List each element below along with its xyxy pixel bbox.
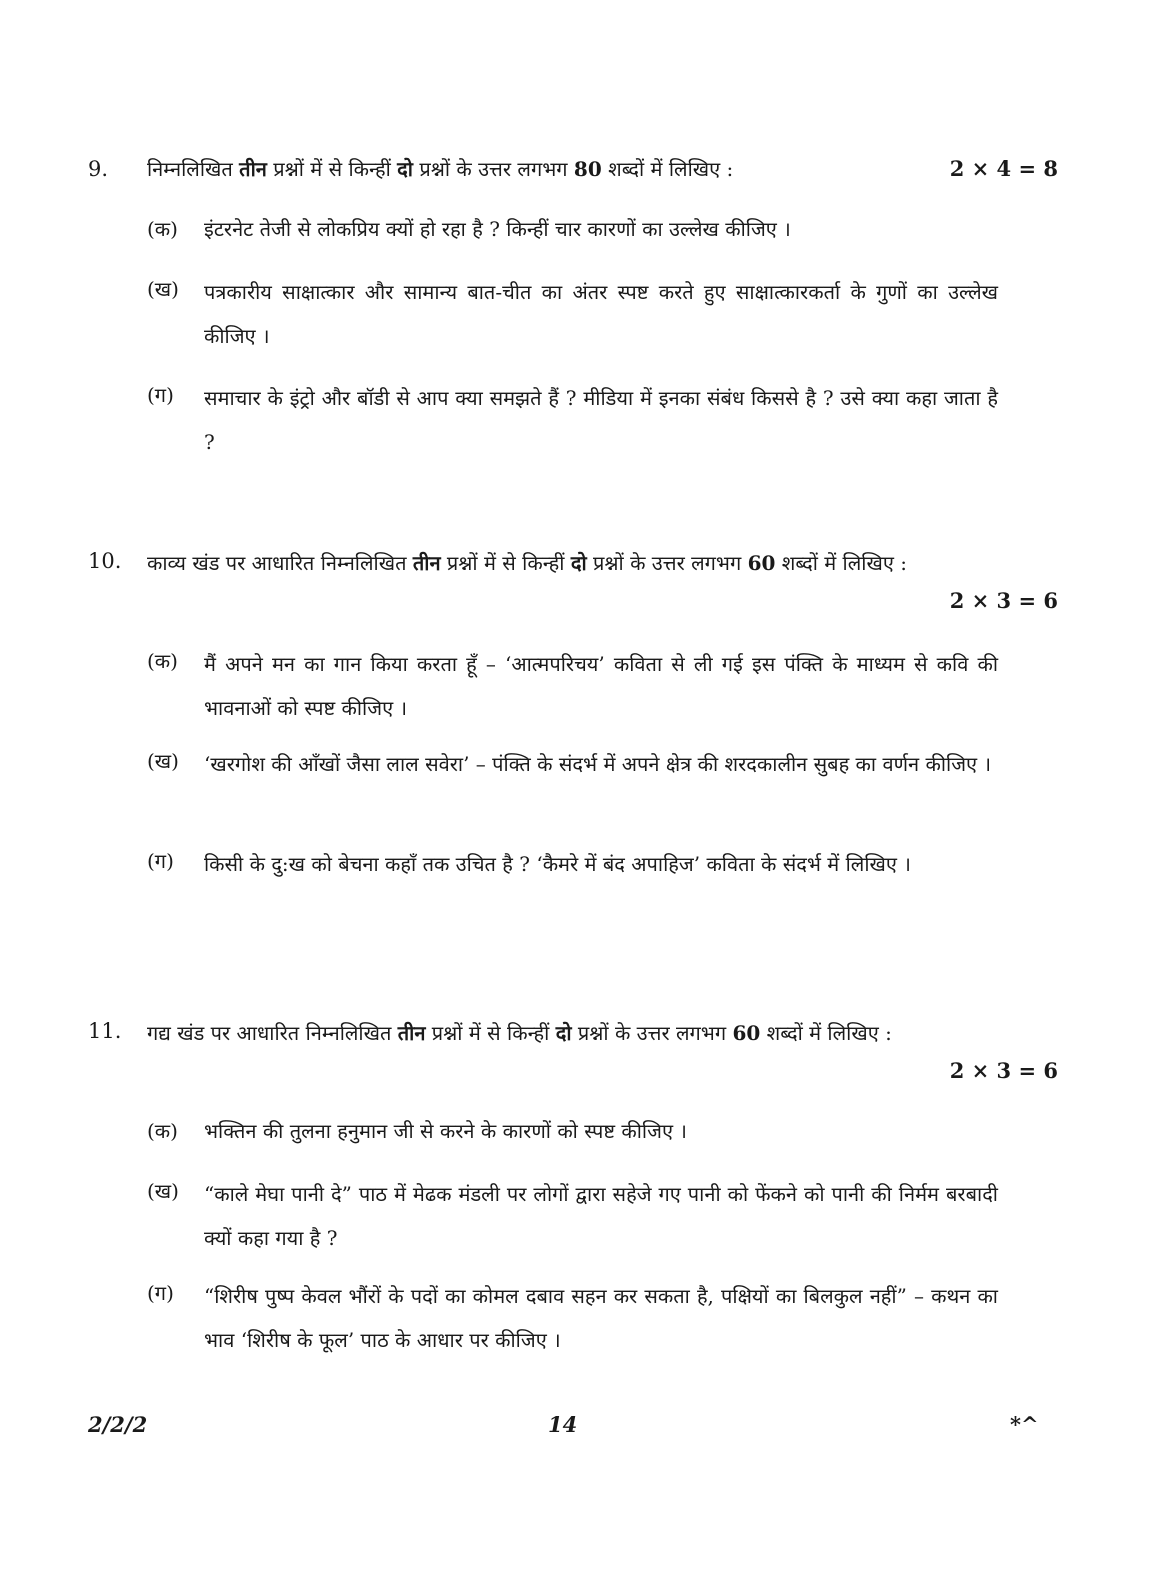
sub-label: (क) [147,649,178,673]
paper-code: 2/2/2 [88,1412,148,1437]
question-11 [88,1012,1058,1372]
question-instruction: काव्य खंड पर आधारित निम्नलिखित तीन प्रश्नों में से किन्हीं दो प्रश्नों के उत्तर लगभग 60 शब्दों में लिखिए : [147,551,907,575]
sub-text: भक्तिन की तुलना हनुमान जी से करने के कारणों को स्पष्ट कीजिए । [204,1119,687,1143]
footer-mark: *^ [1010,1412,1039,1437]
marks-label: 2 × 3 = 6 [949,588,1058,613]
sub-label: (ख) [147,749,179,773]
sub-label: (ग) [147,849,174,873]
question-instruction: निम्नलिखित तीन प्रश्नों में से किन्हीं दो प्रश्नों के उत्तर लगभग 80 शब्दों में लिखिए : [147,157,734,181]
question-instruction: गद्य खंड पर आधारित निम्नलिखित तीन प्रश्नों में से किन्हीं दो प्रश्नों के उत्तर लगभग 60 शब्दों में लिखिए : [147,1021,892,1045]
sub-label: (ग) [147,1281,174,1305]
sub-text: किसी के दु:ख को बेचना कहाँ तक उचित है ? ‘कैमरे में बंद अपाहिज’ कविता के संदर्भ में लिखिए । [204,852,911,876]
question-number: 10. [88,549,122,573]
sub-label: (ग) [147,383,174,407]
question-9 [88,150,1058,470]
question-10 [88,542,1058,942]
marks-label: 2 × 3 = 6 [949,1058,1058,1083]
page-number: 14 [548,1412,578,1437]
question-number: 9. [88,157,109,181]
sub-label: (क) [147,1119,178,1143]
sub-label: (ख) [147,1179,179,1203]
marks-label: 2 × 4 = 8 [949,156,1058,181]
sub-text: इंटरनेट तेजी से लोकप्रिय क्यों हो रहा है ? किन्हीं चार कारणों का उल्लेख कीजिए । [204,217,791,241]
sub-text: समाचार के इंट्रो और बॉडी से आप क्या समझते हैं ? मीडिया में इनका संबंध किससे है ? उसे क्या कहा जाता है ? [204,386,998,454]
sub-label: (ख) [147,277,179,301]
sub-text: ‘खरगोश की आँखों जैसा लाल सवेरा’ – पंक्ति के संदर्भ में अपने क्षेत्र की शरदकालीन सुबह का वर्णन कीजिए । [204,752,992,776]
sub-text: पत्रकारीय साक्षात्कार और सामान्य बात-चीत का अंतर स्पष्ट करते हुए साक्षात्कारकर्ता के गुणों का उल्लेख कीजिए । [204,280,998,348]
sub-text: मैं अपने मन का गान किया करता हूँ – ‘आत्मपरिचय’ कविता से ली गई इस पंक्ति के माध्यम से कवि की भावनाओं को स्पष्ट कीजिए । [204,652,998,720]
question-number: 11. [88,1019,122,1043]
sub-text: “शिरीष पुष्प केवल भौंरों के पदों का कोमल दबाव सहन कर सकता है, पक्षियों का बिलकुल नहीं” – कथन का भाव ‘शिरीष के फूल’ पाठ के आधार पर कीजिए । [204,1284,998,1352]
sub-text: “काले मेघा पानी दे” पाठ में मेढक मंडली पर लोगों द्वारा सहेजे गए पानी को फेंकने को पानी की निर्मम बरबादी क्यों कहा गया है ? [204,1182,998,1250]
sub-label: (क) [147,217,178,241]
